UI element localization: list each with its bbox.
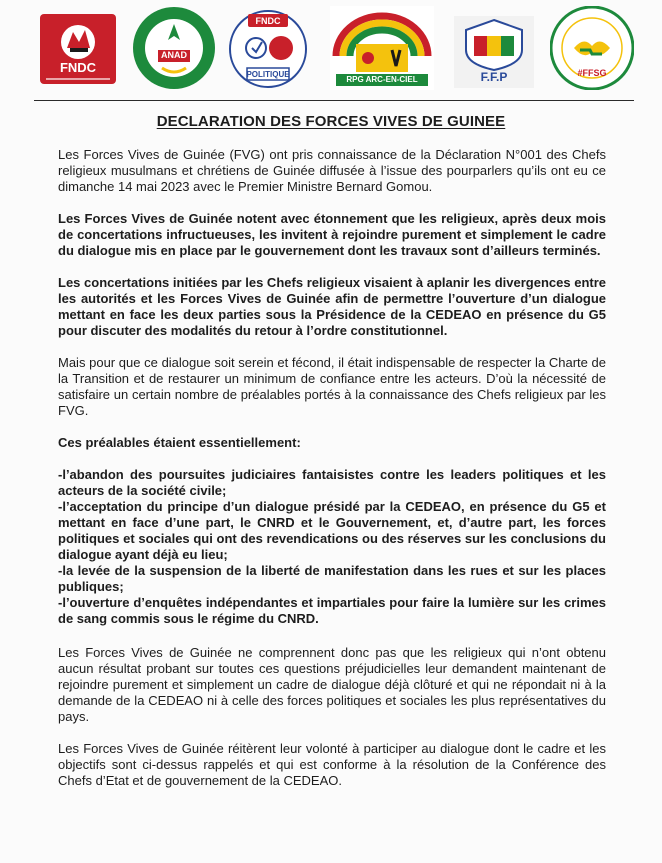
paragraph-concertations: Les concertations initiées par les Chefs religieux visaient à aplanir les divergences entre les autorités et les Forces Vives de Guinée afin de permettre l’ouverture d’un dialogue mettant en face les deux parties sous la Présidence de la CEDEAO en présence du G5 pour discuter des modalités du retour à l’ordre constitutionnel. (58, 275, 606, 338)
prerequisites-list (58, 467, 606, 627)
ffsg-logo (550, 6, 634, 90)
ffp-logo (454, 16, 534, 88)
logo-banner (40, 6, 634, 92)
header-divider (34, 100, 634, 101)
rpg-logo (330, 6, 434, 90)
anad-logo-text: ANAD (161, 50, 187, 60)
paragraph-incomprehension: Les Forces Vives de Guinée ne comprennent donc pas que les religieux qui n’ont obtenu aucun résultat probant sur toutes ces questions préjudicielles leur demandent maintenant de rejoindre purement et simplement un cadre de dialogue déjà clôturé et qui ne répondait ni à la demande de la CEDEAO ni à celle des forces politiques et sociales les plus représentatives du pays. (58, 645, 606, 724)
prerequisite-item: -la levée de la suspension de la liberté de manifestation dans les rues et sur les places publiques; (58, 563, 606, 594)
document-body (58, 147, 606, 805)
page-title: DECLARATION DES FORCES VIVES DE GUINEE (156, 113, 506, 130)
anad-logo (132, 6, 216, 90)
fndc-logo-text: FNDC (59, 60, 97, 75)
fndc-politique-logo (226, 8, 310, 90)
prerequisite-item: -l’acceptation du principe d’un dialogue présidé par la CEDEAO, en présence du G5 et mettant en face d’une part, le CNRD et le Gouvernement, et, d’autre part, les forces politiques et sociales qui ont des revendications ou des réserves sur les conclusions du dialogue ayant déjà eu lieu; (58, 499, 606, 562)
fndc-logo (40, 14, 116, 84)
prerequisite-item: -l’abandon des poursuites judiciaires fantaisistes contre les leaders politiques et les acteurs de la société civile; (58, 467, 606, 498)
prerequisites-heading: Ces préalables étaient essentiellement: (58, 435, 301, 450)
fndc-politique-top-text: FNDC (255, 16, 281, 26)
paragraph-intro: Les Forces Vives de Guinée (FVG) ont pris connaissance de la Déclaration N°001 des Chefs religieux musulmans et chrétiens de Guinée diffusée à l’issue des pourparlers qu’ils ont eu ce dimanche 14 mai 2023 avec le Premier Ministre Bernard Gomou. (58, 147, 606, 194)
paragraph-reiteration: Les Forces Vives de Guinée réitèrent leur volonté à participer au dialogue dont le cadre et les objectifs sont ci-dessus rappelés et qui est conforme à la résolution de la Conférence des Chefs d’Etat et de gouvernement de la CEDEAO. (58, 741, 606, 788)
ffsg-logo-text: #FFSG (577, 68, 607, 78)
anad-emblem (132, 6, 216, 90)
prerequisite-item: -l’ouverture d’enquêtes indépendantes et impartiales pour faire la lumière sur les crimes de sang commis sous le régime du CNRD. (58, 595, 606, 626)
ffp-logo-text: F.F.P (480, 70, 508, 84)
fndc-politique-bottom-text: POLITIQUE (246, 70, 290, 79)
paragraph-conditions: Mais pour que ce dialogue soit serein et fécond, il était indispensable de respecter la Charte de la Transition et de restaurer un minimum de confiance entre les acteurs. D’où la nécessité de satisfaire un certain nombre de préalables portés à la connaissance des Chefs religieux par les FVG. (58, 355, 606, 418)
paragraph-astonishment: Les Forces Vives de Guinée notent avec étonnement que les religieux, après deux mois de concertations infructueuses, les invitent à rejoindre purement et simplement le cadre du dialogue mis en place par le gouvernement dont les travaux sont d’ailleurs terminés. (58, 211, 606, 258)
rpg-logo-text: RPG ARC-EN-CIEL (346, 75, 418, 84)
